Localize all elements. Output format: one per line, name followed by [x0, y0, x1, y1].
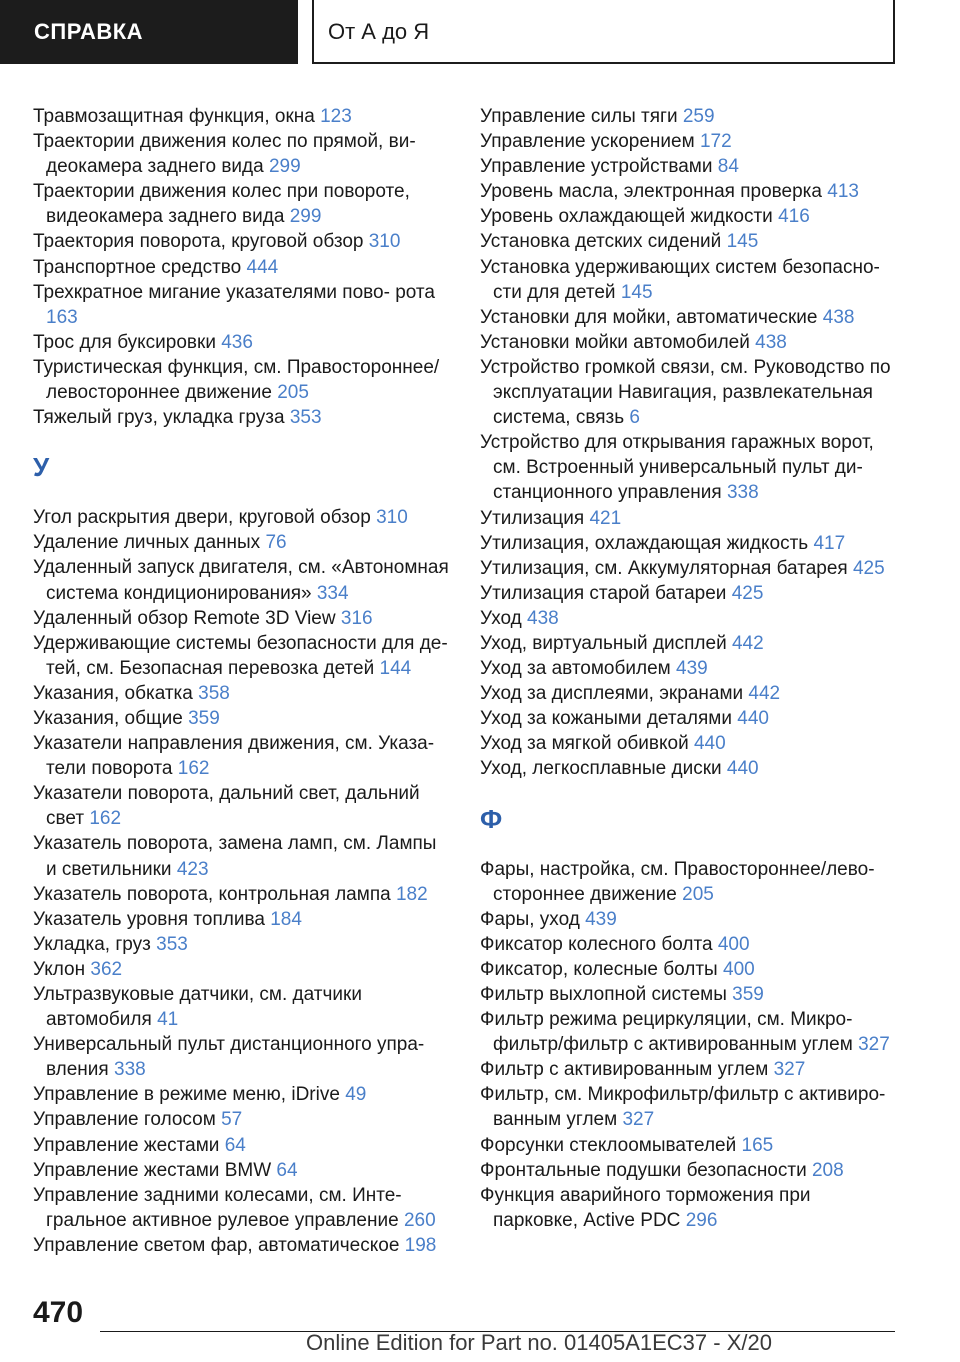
page-reference-link[interactable]: 440: [737, 708, 769, 730]
index-entry: [480, 932, 898, 957]
index-entry: [33, 982, 451, 1032]
index-entry-text: Установка детских сидений: [480, 231, 722, 253]
index-entry-text: Фронтальные подушки безопасности: [480, 1159, 807, 1181]
page-reference-link[interactable]: 299: [268, 156, 301, 178]
page-reference-link[interactable]: 338: [726, 482, 759, 504]
index-entry-text: Трехкратное мигание указателями пово- рота: [33, 281, 435, 303]
index-entry-text: Управление голосом: [33, 1109, 216, 1131]
index-column-left: [33, 104, 451, 1258]
index-entry: [480, 506, 898, 531]
index-entry-text: Управление задними колесами, см. Инте- гральное активное рулевое управление: [33, 1184, 402, 1231]
page-reference-link[interactable]: 439: [585, 908, 617, 930]
index-entry: [480, 606, 898, 631]
page-reference-link[interactable]: 259: [682, 106, 715, 127]
index-entry-text: Траектории движения колес по прямой, ви- деокамера заднего вида: [33, 131, 416, 178]
page-reference-link[interactable]: 310: [368, 231, 401, 253]
index-entry: [480, 857, 898, 907]
index-entry-text: Траектория поворота, круговой обзор: [33, 231, 364, 253]
index-entry-text: Удаленный запуск двигателя, см. «Автономная система кондиционирования»: [33, 557, 449, 604]
index-entry-text: Указатели направления движения, см. Указа- тели поворота: [33, 733, 435, 780]
page-reference-link[interactable]: 205: [277, 382, 309, 404]
page-reference-link[interactable]: 327: [622, 1109, 655, 1131]
index-entry-text: Трос для буксировки: [33, 331, 216, 353]
index-entry: [33, 957, 451, 982]
index-entry: [480, 681, 898, 706]
page-reference-link[interactable]: 316: [340, 607, 373, 629]
index-entry-text: Фиксатор колесного болта: [480, 933, 713, 955]
index-entry-text: Управление светом фар, автоматическое: [33, 1234, 400, 1256]
page-reference-link[interactable]: 49: [345, 1084, 367, 1106]
page-reference-link[interactable]: 260: [403, 1209, 436, 1231]
page-reference-link[interactable]: 184: [270, 908, 302, 930]
index-entry-text: Утилизация старой батареи: [480, 582, 727, 604]
index-entry-text: Угол раскрытия двери, круговой обзор: [33, 507, 371, 529]
index-entry-text: Управление силы тяги: [480, 106, 678, 127]
page-reference-link[interactable]: 338: [114, 1059, 146, 1081]
index-entry: [480, 731, 898, 756]
page-reference-link[interactable]: 41: [157, 1009, 179, 1031]
index-entry-text: Управление жестами: [33, 1134, 220, 1156]
index-entry-text: Уклон: [33, 958, 86, 980]
index-entry-text: Уход за кожаными деталями: [480, 708, 732, 730]
index-entry-text: Фары, настройка, см. Правостороннее/лево- стороннее движение: [480, 858, 875, 905]
index-entry: [33, 1133, 451, 1158]
index-column-right: [480, 104, 898, 1233]
index-entry: [33, 1082, 451, 1107]
page-reference-link[interactable]: 359: [732, 984, 764, 1005]
page-number: 470: [33, 1296, 84, 1329]
page-reference-link[interactable]: 436: [221, 331, 253, 353]
index-entry: [33, 731, 451, 781]
page-reference-link[interactable]: 400: [717, 933, 750, 955]
page-reference-link[interactable]: 334: [316, 582, 349, 604]
index-entry-text: Уровень масла, электронная проверка: [480, 181, 822, 203]
index-entry-text: Траектории движения колес при повороте, видеокамера заднего вида: [33, 181, 410, 228]
page-reference-link[interactable]: 76: [265, 532, 287, 554]
index-entry-text: Утилизация, охлаждающая жидкость: [480, 532, 809, 554]
index-entry-text: Установки для мойки, автоматические: [480, 306, 818, 328]
page-reference-link[interactable]: 440: [726, 758, 759, 780]
index-entry-text: Управление устройствами: [480, 156, 713, 178]
index-entry-text: Фильтр выхлопной системы: [480, 984, 727, 1005]
index-entry-text: Утилизация, см. Аккумуляторная батарея: [480, 557, 848, 579]
page-reference-link[interactable]: 145: [620, 281, 653, 303]
page-reference-link[interactable]: 57: [221, 1109, 243, 1131]
index-entry: [480, 1133, 898, 1158]
page-reference-link[interactable]: 64: [224, 1134, 246, 1156]
index-entry: [480, 430, 898, 505]
index-entry: [33, 1233, 451, 1258]
index-entry-text: Укладка, груз: [33, 933, 151, 955]
page-reference-link[interactable]: 444: [246, 256, 279, 278]
index-entry: [480, 104, 898, 129]
index-entry-text: Устройство громкой связи, см. Руководство по эксплуатации Навигация, развлекательная система, связь: [480, 356, 891, 429]
index-entry: [33, 405, 451, 430]
index-entry-text: Указатели поворота, дальний свет, дальний свет: [33, 783, 420, 830]
index-entry: [480, 982, 898, 1007]
index-entry-text: Указатель поворота, контрольная лампа: [33, 883, 391, 905]
index-entry: [33, 1158, 451, 1183]
index-entry: [480, 631, 898, 656]
index-entry-text: Фиксатор, колесные болты: [480, 958, 718, 980]
index-entry-text: Уход за дисплеями, экранами: [480, 683, 744, 705]
index-entry: [33, 280, 451, 330]
page-reference-link[interactable]: 208: [811, 1159, 844, 1181]
page-reference-link[interactable]: 417: [813, 532, 846, 554]
index-entry-text: Уход за мягкой обивкой: [480, 733, 689, 755]
index-entry: [33, 555, 451, 605]
index-entry-text: Фары, уход: [480, 908, 580, 930]
index-entry-text: Тяжелый груз, укладка груза: [33, 407, 285, 429]
page-reference-link[interactable]: 438: [822, 306, 855, 328]
index-entry-text: Указания, обкатка: [33, 682, 193, 704]
page-reference-link[interactable]: 205: [682, 883, 714, 905]
index-entry: [33, 355, 451, 405]
index-entry: [480, 154, 898, 179]
index-entry: [33, 831, 451, 881]
edition-footer: Online Edition for Part no. 01405A1EC37 - X/20: [306, 1330, 772, 1355]
index-entry-text: Управление в режиме меню, iDrive: [33, 1084, 340, 1106]
page-reference-link[interactable]: 440: [693, 733, 726, 755]
index-entry-text: Универсальный пульт дистанционного упра- вления: [33, 1034, 425, 1081]
index-entry: [480, 581, 898, 606]
index-entry-text: Указатель уровня топлива: [33, 908, 265, 930]
index-entry-text: Уровень охлаждающей жидкости: [480, 206, 773, 228]
page-reference-link[interactable]: 353: [289, 407, 322, 429]
index-entry-text: Управление ускорением: [480, 131, 695, 153]
index-entry: [33, 631, 451, 681]
index-entry: [33, 505, 451, 530]
page-reference-link[interactable]: 165: [741, 1134, 774, 1156]
index-entry-text: Удаленный обзор Remote 3D View: [33, 607, 336, 629]
page-reference-link[interactable]: 144: [379, 657, 412, 679]
index-entry: [33, 1183, 451, 1233]
page-reference-link[interactable]: 64: [276, 1159, 298, 1181]
index-entry-text: Указатель поворота, замена ламп, см. Лампы и светильники: [33, 833, 437, 880]
index-entry: [480, 531, 898, 556]
section-tab: СПРАВКА: [0, 0, 298, 64]
index-entry-text: Форсунки стеклоомывателей: [480, 1134, 737, 1156]
page-reference-link[interactable]: 413: [827, 181, 859, 203]
page-reference-link[interactable]: 327: [858, 1034, 890, 1056]
index-entry: [480, 179, 898, 204]
index-entry-text: Фильтр режима рециркуляции, см. Микро- фильтр/фильтр с активированным углем: [480, 1009, 853, 1056]
index-entry-text: Уход, легкосплавные диски: [480, 758, 722, 780]
page-reference-link[interactable]: 439: [676, 658, 708, 680]
index-entry-text: Туристическая функция, см. Правостороннее/ левостороннее движение: [33, 356, 440, 404]
index-entry: [480, 1183, 898, 1233]
index-entry: [33, 606, 451, 631]
index-entry-text: Фильтр с активированным углем: [480, 1059, 769, 1081]
index-entry: [480, 1007, 898, 1057]
page-reference-link[interactable]: 198: [404, 1234, 437, 1256]
index-entry: [480, 556, 898, 581]
index-entry: [33, 104, 451, 129]
page-reference-link[interactable]: 421: [589, 507, 622, 529]
page-reference-link[interactable]: 84: [717, 156, 739, 178]
index-entry: [33, 681, 451, 706]
page-reference-link[interactable]: 400: [723, 958, 755, 980]
page-reference-link[interactable]: 438: [527, 607, 559, 629]
index-entry: [480, 330, 898, 355]
index-entry: [33, 932, 451, 957]
page-reference-link[interactable]: 299: [289, 206, 322, 228]
page-reference-link[interactable]: 425: [731, 582, 764, 604]
page-reference-link[interactable]: 353: [156, 933, 188, 955]
index-entry: [480, 204, 898, 229]
index-entry: [33, 907, 451, 932]
index-entry-text: Функция аварийного торможения при парковке, Active PDC: [480, 1184, 811, 1231]
index-entry: [33, 229, 451, 254]
page-reference-link[interactable]: 327: [773, 1059, 806, 1081]
page-reference-link[interactable]: 362: [90, 958, 123, 980]
index-entry: [33, 255, 451, 280]
index-entry-text: Транспортное средство: [33, 256, 242, 278]
index-entry-text: Уход за автомобилем: [480, 658, 671, 680]
page-reference-link[interactable]: 162: [89, 808, 122, 830]
index-entry: [480, 1057, 898, 1082]
index-entry-text: Установки мойки автомобилей: [480, 331, 750, 353]
index-entry: [33, 1107, 451, 1132]
page-reference-link[interactable]: 359: [188, 707, 220, 729]
index-entry: [480, 355, 898, 430]
page-reference-link[interactable]: 162: [177, 758, 210, 780]
index-entry: [33, 530, 451, 555]
page-reference-link[interactable]: 123: [320, 106, 352, 127]
page-reference-link[interactable]: 182: [395, 883, 428, 905]
page-reference-link[interactable]: 442: [731, 632, 764, 654]
index-entry-text: Удерживающие системы безопасности для де- тей, см. Безопасная перевозка детей: [33, 632, 448, 679]
page-reference-link[interactable]: 438: [755, 331, 787, 353]
index-entry: [480, 229, 898, 254]
index-entry: [33, 1032, 451, 1082]
index-entry-text: Удаление личных данных: [33, 532, 261, 554]
index-entry-text: Уход, виртуальный дисплей: [480, 632, 727, 654]
index-entry-text: Указания, общие: [33, 707, 183, 729]
index-entry: [33, 129, 451, 179]
page-reference-link[interactable]: 358: [198, 682, 230, 704]
index-entry-text: Уход: [480, 607, 522, 629]
index-entry: [480, 305, 898, 330]
index-entry: [480, 129, 898, 154]
page-reference-link[interactable]: 310: [376, 507, 408, 529]
page-reference-link[interactable]: 423: [176, 858, 209, 880]
index-entry: [33, 706, 451, 731]
chapter-tab: От А до Я: [312, 0, 895, 64]
page-reference-link[interactable]: 425: [852, 557, 885, 579]
index-entry: [480, 1158, 898, 1183]
page-reference-link[interactable]: 163: [46, 306, 78, 328]
index-entry: [33, 330, 451, 355]
index-entry-text: Травмозащитная функция, окна: [33, 106, 315, 127]
index-entry-text: Ультразвуковые датчики, см. датчики автомобиля: [33, 984, 362, 1031]
index-entry-text: Утилизация: [480, 507, 585, 529]
index-entry-text: Устройство для открывания гаражных ворот, см. Встроенный универсальный пульт ди- станционного управления: [480, 432, 874, 504]
index-entry: [480, 756, 898, 781]
index-entry: [480, 656, 898, 681]
index-entry: [480, 907, 898, 932]
index-entry-text: Фильтр, см. Микрофильтр/фильтр с активиро- ванным углем: [480, 1084, 886, 1131]
index-entry: [33, 179, 451, 229]
index-entry: [33, 781, 451, 831]
page-reference-link[interactable]: 416: [778, 206, 810, 228]
index-entry: [480, 957, 898, 982]
index-entry-text: Установка удерживающих систем безопасно- сти для детей: [480, 256, 880, 303]
index-entry: [480, 255, 898, 305]
page-reference-link[interactable]: 6: [629, 407, 640, 429]
page-reference-link[interactable]: 442: [748, 683, 781, 705]
index-entry: [33, 882, 451, 907]
index-entry: [480, 1082, 898, 1132]
page-reference-link[interactable]: 172: [699, 131, 732, 153]
letter-heading: Ф: [480, 803, 503, 834]
page-reference-link[interactable]: 145: [726, 231, 759, 253]
letter-heading: У: [33, 452, 50, 483]
index-entry-text: Управление жестами BMW: [33, 1159, 272, 1181]
index-entry: [480, 706, 898, 731]
page-reference-link[interactable]: 296: [685, 1209, 718, 1231]
